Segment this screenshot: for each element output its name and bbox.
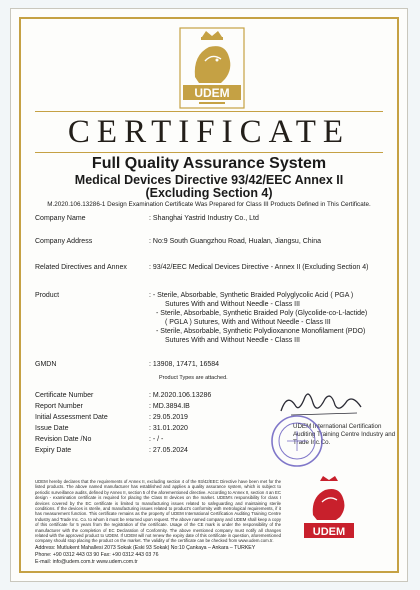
company-name-value: : Shanghai Yastrid Industry Co., Ltd xyxy=(149,215,259,222)
logo-text: UDEM xyxy=(194,86,230,100)
directives-label: Related Directives and Annex xyxy=(35,264,127,271)
initial-assessment-value: : 29.05.2019 xyxy=(149,414,188,421)
product-line: Sutures With and Without Needle - Class III xyxy=(165,301,300,308)
heading: Full Quality Assurance System xyxy=(91,155,327,172)
certificate-number-value: : M.2020.106.13286 xyxy=(149,392,212,399)
certificate-number-label: Certificate Number xyxy=(35,392,94,399)
official-stamp-icon xyxy=(269,413,325,469)
email-line: E-mail: info@udem.com.tr www.udem.com.tr xyxy=(35,559,138,565)
directives-value: : 93/42/EEC Medical Devices Directive - Annex II (Excluding Section 4) xyxy=(149,264,369,271)
initial-assessment-label: Initial Assessment Date xyxy=(35,414,108,421)
address-line: Address: Mutlukent Mahallesi 2073 Sokak (Eski 93 Sokak) No:10 Çankaya – Ankara – TURKEY xyxy=(35,545,256,551)
gmdn-value: : 13908, 17471, 16584 xyxy=(149,361,220,368)
subheading-line1: Medical Devices Directive 93/42/EEC Annex II xyxy=(74,173,344,187)
revision-label: Revision Date /No xyxy=(35,436,92,443)
issue-date-value: : 31.01.2020 xyxy=(149,425,188,432)
intro-note: M.2020.106.13286-1 Design Examination Certificate Was Prepared for Class III Products Defined in This Certificate. xyxy=(47,201,371,208)
revision-value: : - / - xyxy=(149,436,164,443)
title-rule-bottom xyxy=(35,152,383,153)
title-rule-top xyxy=(35,111,383,112)
product-line: : - Sterile, Absorbable, Synthetic Braided Polyglycolic Acid ( PGA ) xyxy=(149,292,354,299)
company-address-label: Company Address xyxy=(35,238,93,245)
gmdn-label: GMDN xyxy=(35,361,57,368)
certificate-title: CERTIFICATE xyxy=(67,114,351,150)
expiry-label: Expiry Date xyxy=(35,447,72,454)
report-number-label: Report Number xyxy=(35,403,83,410)
organization-name: UDEM International Certification Auditing Training Centre Industry and Trade Inc.Co. xyxy=(293,423,396,446)
legal-declaration: UDEM hereby declares that the requirements of Annex II, excluding section 4 of the 93/42/EEC Directive have been met for the listed products. The above named manufacturer has established and applies a quality assurance system, which is subject to periodic surveillance audits, defined by Annex II, section 5 of the aforementioned directive. According to Annex II, section 4 an EC design - examination certificate is required for placing the Class III devices on the market. UDEM's responsibility for class I devices covered by the EC certificate is limited to manufacturing issues related to safeguarding and maintaining sterile conditions. If the devices is sterile, and manufacturing issues related to product's conformity with metrological requirements, if it has measurement function. This certificate remains as the property of UDEM International Certification Auditing Training Centre Industry and Trade Inc. Co. to whom it must be returned upon request. The above named company and UDEM shall keep a copy of this certificate for 5 years from the registration of the certificate. Usage of the CE mark is under the responsibility of the manufacturer with the completion of EC Declaration of Conformity. The above mentioned company must notify all changes related with the approved product to UDEM. If UDEM will not renew the expiry date of this certificate in question, aforementioned company should stop placing the product on the market. The validity of the certificate can be checked from www.udem.com.tr. xyxy=(35,479,281,544)
expiry-value: : 27.05.2024 xyxy=(149,447,188,454)
company-name-label: Company Name xyxy=(35,215,86,222)
product-label: Product xyxy=(35,292,60,299)
subheading-line2: (Excluding Section 4) xyxy=(145,186,273,200)
product-types-note: Product Types are attached. xyxy=(159,375,228,381)
product-line: ( PGLA ) Sutures, With and Without Needle - Class III xyxy=(165,319,331,326)
product-line: - Sterile, Absorbable, Synthetic Polydioxanone Monofilament (PDO) xyxy=(156,328,366,335)
company-address-value: : No:9 South Guangzhou Road, Hualan, Jiangsu, China xyxy=(149,238,322,245)
udem-bottom-logo-icon xyxy=(301,473,357,543)
report-number-value: : MD.3894.IB xyxy=(149,403,190,410)
issue-date-label: Issue Date xyxy=(35,425,69,432)
product-line: - Sterile, Absorbable, Synthetic Braided Poly (Glycolide-co-L-lactide) xyxy=(156,310,368,317)
certificate-page xyxy=(10,8,408,582)
bottom-logo-text: UDEM xyxy=(312,526,346,538)
phone-line: Phone: +90 0312 443 03 90 Fax: +90 0312 443 03 76 xyxy=(35,552,159,558)
udem-logo-icon xyxy=(179,27,245,109)
product-line: Sutures With and Without Needle - Class III xyxy=(165,337,300,344)
